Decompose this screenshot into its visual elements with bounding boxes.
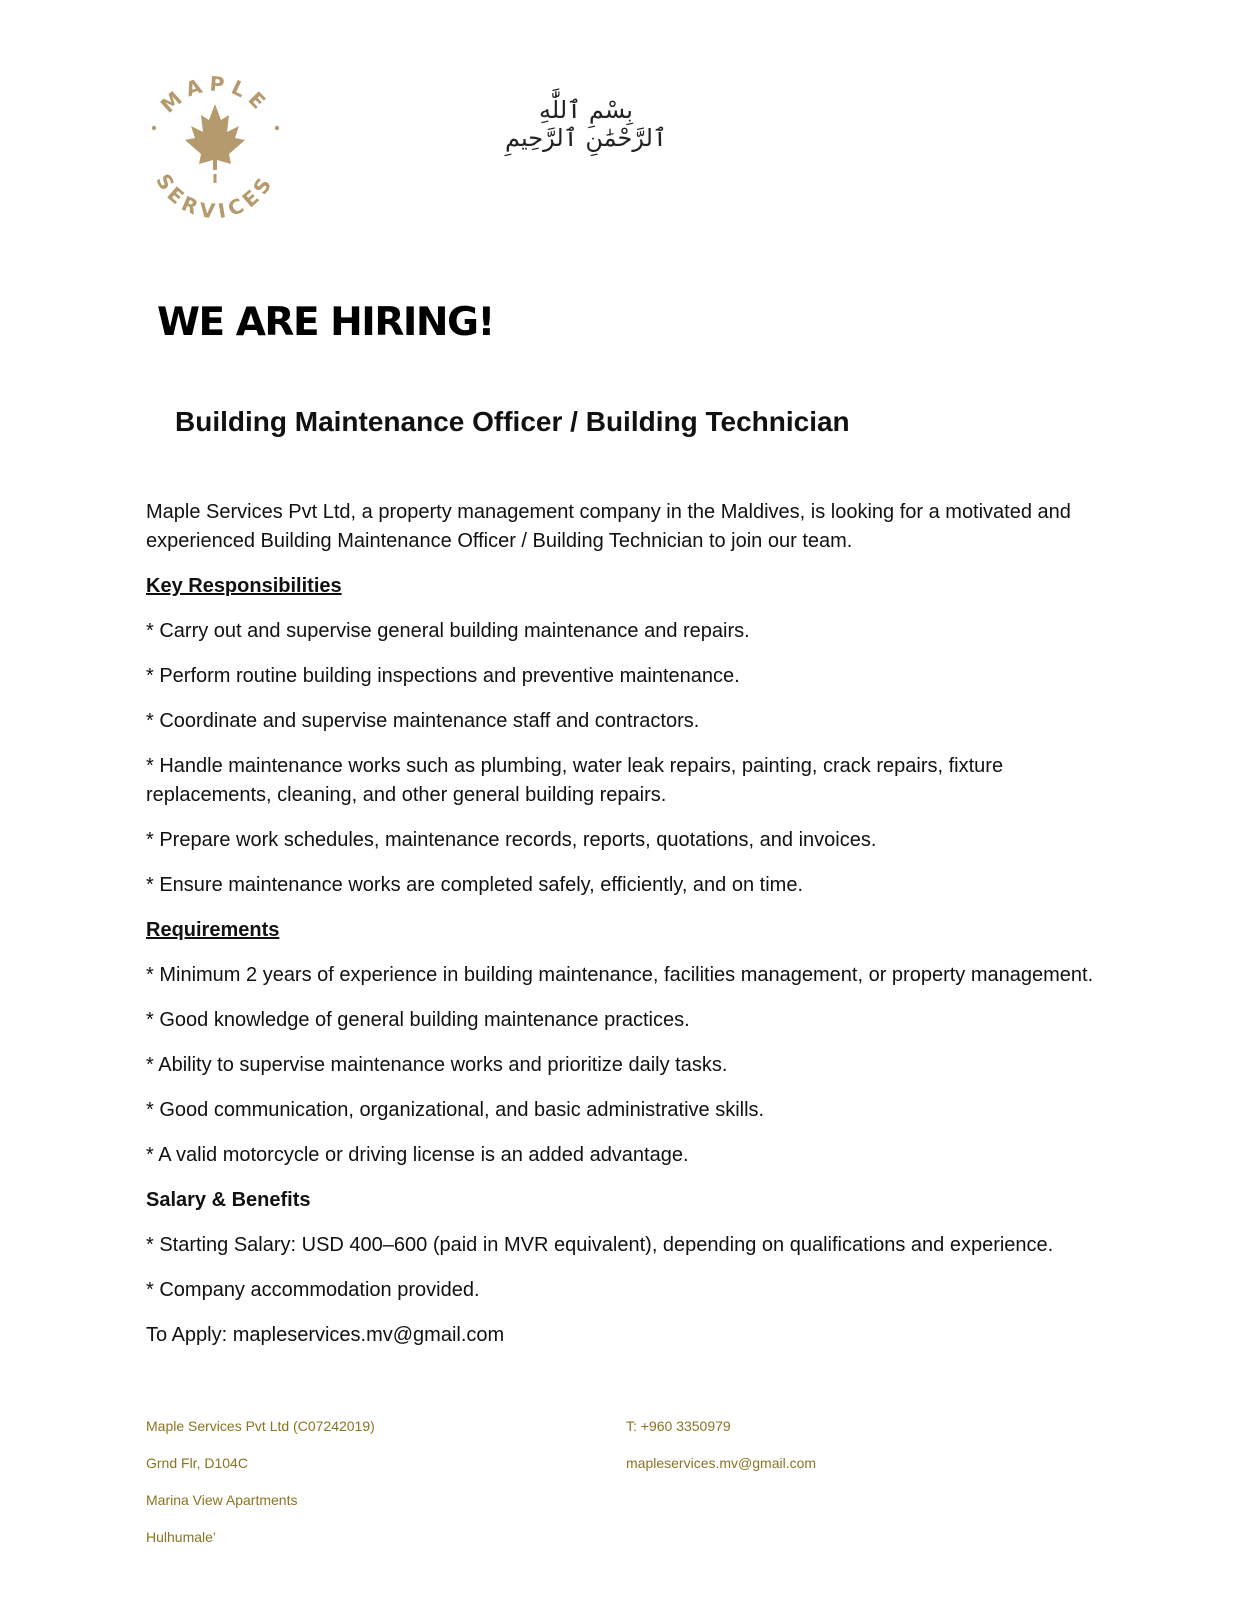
maple-leaf-icon: [143, 74, 288, 224]
list-item: * Good communication, organizational, and basic administrative skills.: [146, 1099, 765, 1121]
list-item: * Company accommodation provided.: [146, 1279, 480, 1301]
list-item: * Handle maintenance works such as plumbing, water leak repairs, painting, crack repairs, fixture replacements, cleaning, and other general building repairs.: [146, 755, 1004, 806]
footer-company: Maple Services Pvt Ltd (C07242019): [146, 1418, 375, 1434]
apply-instructions: To Apply: mapleservices.mv@gmail.com: [146, 1324, 505, 1346]
list-item: * Prepare work schedules, maintenance records, reports, quotations, and invoices.: [146, 829, 877, 851]
logo-bottom-text: SERVICES: [151, 169, 279, 224]
list-item: * A valid motorcycle or driving license is an added advantage.: [146, 1144, 689, 1166]
list-item: * Coordinate and supervise maintenance staff and contractors.: [146, 710, 700, 732]
job-title: Building Maintenance Officer / Building Technician: [175, 406, 850, 437]
list-item: * Good knowledge of general building maintenance practices.: [146, 1009, 690, 1031]
responsibilities-heading: Key Responsibilities: [146, 575, 342, 597]
footer-address-line: Grnd Flr, D104C: [146, 1455, 248, 1471]
logo-top-text: MAPLE: [155, 74, 275, 118]
salary-heading: Salary & Benefits: [146, 1189, 311, 1211]
list-item: * Minimum 2 years of experience in building maintenance, facilities management, or property management.: [146, 964, 1094, 986]
footer-address: [146, 1418, 375, 1566]
company-logo: [143, 74, 288, 224]
requirements-heading: Requirements: [146, 919, 280, 941]
list-item: * Carry out and supervise general building maintenance and repairs.: [146, 620, 750, 642]
footer-address-line: Hulhumale’: [146, 1529, 217, 1545]
footer-email[interactable]: mapleservices.mv@gmail.com: [626, 1455, 817, 1471]
list-item: * Ability to supervise maintenance works and prioritize daily tasks.: [146, 1054, 728, 1076]
intro-paragraph: Maple Services Pvt Ltd, a property management company in the Maldives, is looking for a motivated and experienced Building Maintenance Officer / Building Technician to join our team.: [146, 501, 1071, 552]
job-description: [146, 498, 1106, 1366]
list-item: * Ensure maintenance works are completed safely, efficiently, and on time.: [146, 874, 804, 896]
list-item: * Perform routine building inspections and preventive maintenance.: [146, 665, 740, 687]
headline: WE ARE HIRING!: [157, 300, 494, 345]
footer-phone: T: +960 3350979: [626, 1418, 731, 1434]
basmala-calligraphy: بِسْمِ ٱللَّٰهِ ٱلرَّحْمَٰنِ ٱلرَّحِيمِ: [505, 96, 667, 152]
footer-address-line: Marina View Apartments: [146, 1492, 298, 1508]
list-item: * Starting Salary: USD 400–600 (paid in MVR equivalent), depending on qualifications and experience.: [146, 1234, 1054, 1256]
footer-contact: [626, 1418, 816, 1492]
